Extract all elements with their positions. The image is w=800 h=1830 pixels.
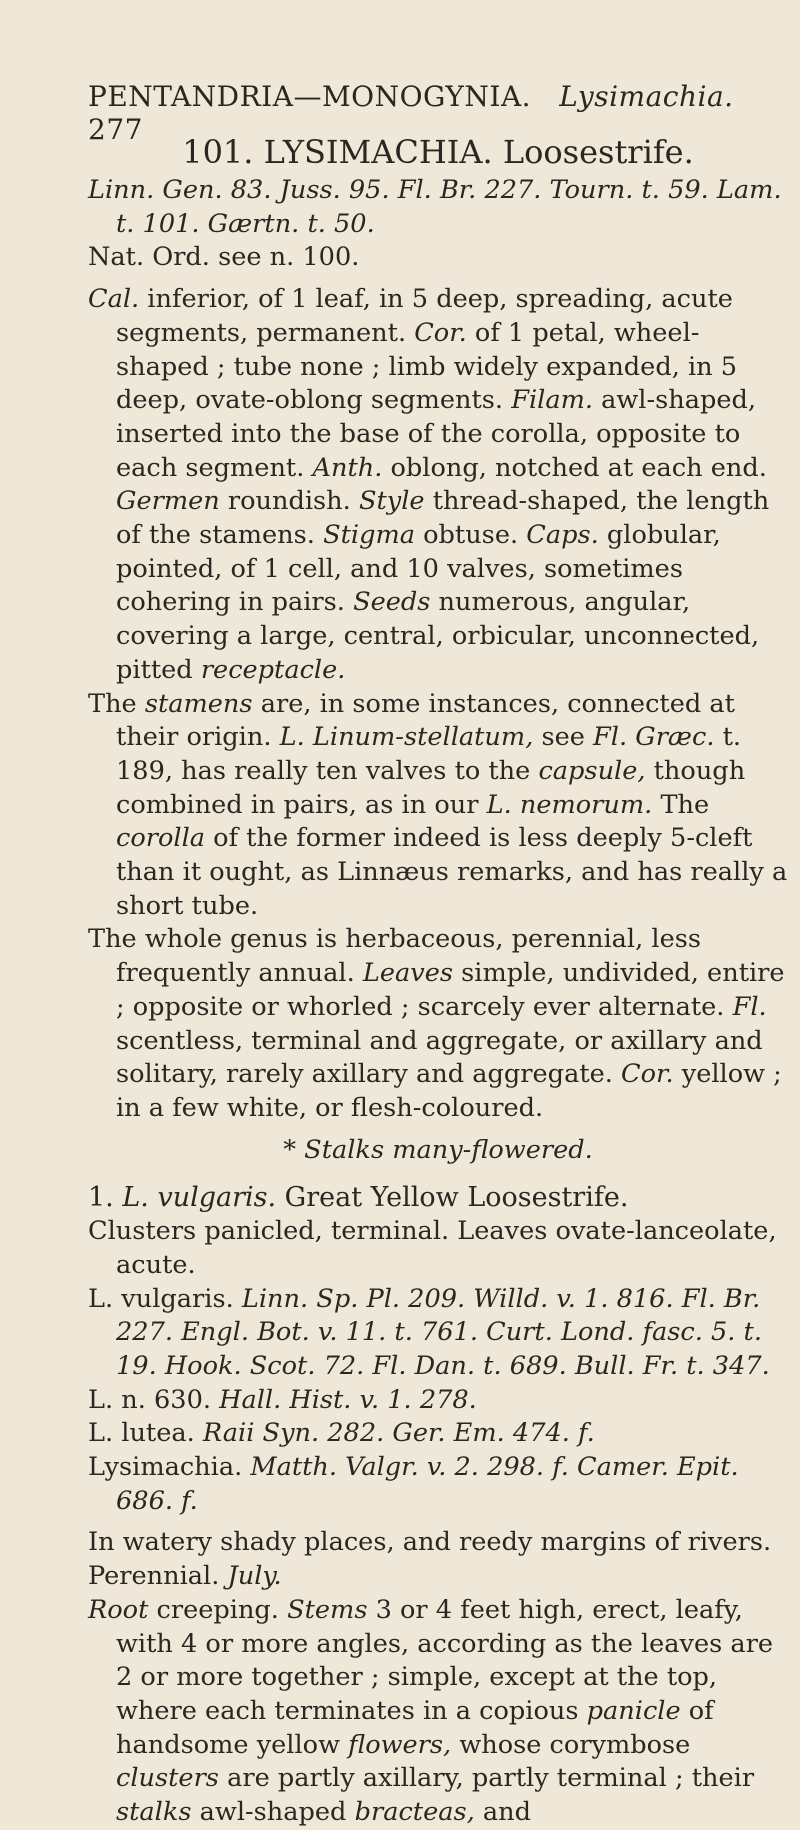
synonym-refs: Hall. Hist. v. 1. 278.	[219, 1384, 477, 1415]
desc-term: bracteas,	[354, 1797, 475, 1828]
germen-text: roundish.	[219, 486, 359, 517]
species-heading	[88, 1181, 788, 1215]
note-text: are, in some instances, connected at their origin.	[116, 688, 735, 753]
desc-term: panicle	[586, 1695, 681, 1726]
cal-label: Cal.	[88, 284, 140, 315]
desc-term: clusters	[116, 1763, 219, 1794]
caps-text: globular, pointed, of 1 cell, and 10 valves, sometimes cohering in pairs.	[116, 520, 721, 618]
note-text: t. 189, has really ten valves to the	[116, 722, 742, 786]
species-number: 1.	[88, 1182, 123, 1214]
header-class: PENTANDRIA—MONOGYNIA.	[88, 80, 532, 113]
desc-term: Root	[88, 1594, 149, 1625]
note-term: corolla	[116, 823, 206, 854]
note-ref: Fl. Græc.	[593, 722, 715, 753]
species-description	[88, 1594, 788, 1830]
note-term: Cor.	[621, 1059, 674, 1090]
habitat: In watery shady places, and reedy margins of rivers.	[88, 1527, 772, 1558]
note-text: The	[652, 789, 710, 820]
caps-label: Caps.	[526, 520, 599, 551]
stigma-text: obtuse.	[414, 520, 527, 551]
note-text: The	[88, 688, 145, 719]
synonym-name: L. vulgaris.	[88, 1283, 242, 1314]
desc-text: 3 or 4 feet high, erect, leafy, with 4 or more angles, according as the leaves are 2 or more together ; simple, except at the top, where each terminates in a copious	[116, 1594, 774, 1726]
page-number: 277	[88, 113, 143, 146]
stamens-note	[88, 688, 788, 924]
synonym-line	[88, 1283, 788, 1384]
note-text: though combined in pairs, as in our	[116, 755, 746, 820]
desc-text: whose corymbose	[451, 1729, 691, 1760]
desc-text: and	[474, 1797, 532, 1828]
note-text: simple, undivided, entire ; opposite or whorled ; scarcely ever alternate.	[116, 958, 785, 1022]
germen-label: Germen	[116, 486, 220, 517]
generic-character	[88, 283, 788, 687]
genus-references	[88, 174, 788, 241]
note-text: see	[533, 722, 594, 753]
receptacle-label: receptacle.	[200, 654, 346, 685]
desc-text: awl-shaped	[191, 1797, 355, 1828]
filam-label: Filam.	[511, 385, 593, 416]
natural-order: Nat. Ord. see n. 100.	[88, 242, 360, 273]
stigma-label: Stigma	[323, 520, 415, 551]
synonym-name: L. n. 630.	[88, 1384, 220, 1415]
synonym-refs: Matth. Valgr. v. 2. 298. f. Camer. Epit. 686. f.	[116, 1452, 739, 1516]
note-term: Leaves	[362, 958, 453, 989]
note-term: stamens	[144, 688, 253, 719]
synonym-name: Lysimachia.	[88, 1452, 251, 1483]
species-name: L. vulgaris.	[122, 1182, 277, 1214]
page-body	[88, 132, 788, 1830]
note-species: L. nemorum.	[486, 789, 653, 820]
note-text: The whole genus is herbaceous, perennial, less frequently annual.	[88, 924, 701, 989]
cal-text: inferior, of 1 leaf, in 5 deep, spreading, acute segments, permanent.	[116, 284, 733, 348]
desc-text: are partly axillary, partly terminal ; their	[218, 1763, 755, 1794]
style-label: Style	[358, 486, 425, 517]
note-text: scentless, terminal and aggregate, or axillary and solitary, rarely axillary and aggregate.	[116, 1025, 763, 1090]
desc-term: Stems	[287, 1594, 368, 1625]
desc-text: creeping.	[148, 1594, 288, 1625]
cor-label: Cor.	[414, 317, 467, 348]
synonym-name: L. lutea.	[88, 1418, 203, 1449]
seeds-label: Seeds	[353, 587, 431, 618]
style-text: thread-shaped, the length of the stamens.	[116, 486, 770, 551]
species-diagnosis: Clusters panicled, terminal. Leaves ovate-lanceolate, acute.	[88, 1216, 777, 1280]
note-term: capsule,	[538, 755, 646, 786]
filam-text: awl-shaped, inserted into the base of the corolla, opposite to each segment.	[116, 385, 757, 483]
genus-title: 101. LYSIMACHIA. Loosestrife.	[182, 133, 694, 171]
section-heading: * Stalks many-flowered.	[283, 1134, 593, 1165]
genus-note	[88, 923, 788, 1125]
cor-text: of 1 petal, wheel-shaped ; tube none ; limb widely expanded, in 5 deep, ovate-oblong segments.	[116, 317, 738, 416]
note-text: yellow ; in a few white, or flesh-coloured.	[116, 1059, 782, 1123]
duration-text: Perennial.	[88, 1561, 228, 1592]
anth-text: oblong, notched at each end.	[382, 452, 767, 483]
note-text: of the former indeed is less deeply 5-cleft than it ought, as Linnæus remarks, and has really a short tube.	[116, 823, 788, 921]
flowering-month: July.	[227, 1561, 282, 1592]
note-species: L. Linum-stellatum,	[279, 722, 534, 753]
duration	[88, 1560, 788, 1594]
synonym-line	[88, 1417, 788, 1451]
desc-term: stalks	[116, 1797, 192, 1828]
synonym-refs: Linn. Sp. Pl. 209. Willd. v. 1. 816. Fl. Br. 227. Engl. Bot. v. 11. t. 761. Curt. Lond. fasc. 5. t. 19. Hook. Scot. 72. Fl. Dan. t. 689. Bull. Fr. t. 347.	[116, 1283, 770, 1381]
synonym-line	[88, 1384, 788, 1418]
desc-term: flowers,	[348, 1729, 452, 1760]
header-genus: Lysimachia.	[559, 80, 734, 113]
references-text: Linn. Gen. 83. Juss. 95. Fl. Br. 227. Tourn. t. 59. Lam. t. 101. Gærtn. t. 50.	[88, 175, 782, 239]
note-term: Fl.	[732, 991, 767, 1022]
synonym-line	[88, 1451, 788, 1518]
synonym-refs: Raii Syn. 282. Ger. Em. 474. f.	[202, 1418, 595, 1449]
anth-label: Anth.	[312, 452, 383, 483]
species-common-name: Great Yellow Loosestrife.	[276, 1182, 629, 1214]
seeds-text: numerous, angular, covering a large, central, orbicular, unconnected, pitted	[116, 587, 760, 685]
desc-text: of handsome yellow	[116, 1695, 714, 1760]
